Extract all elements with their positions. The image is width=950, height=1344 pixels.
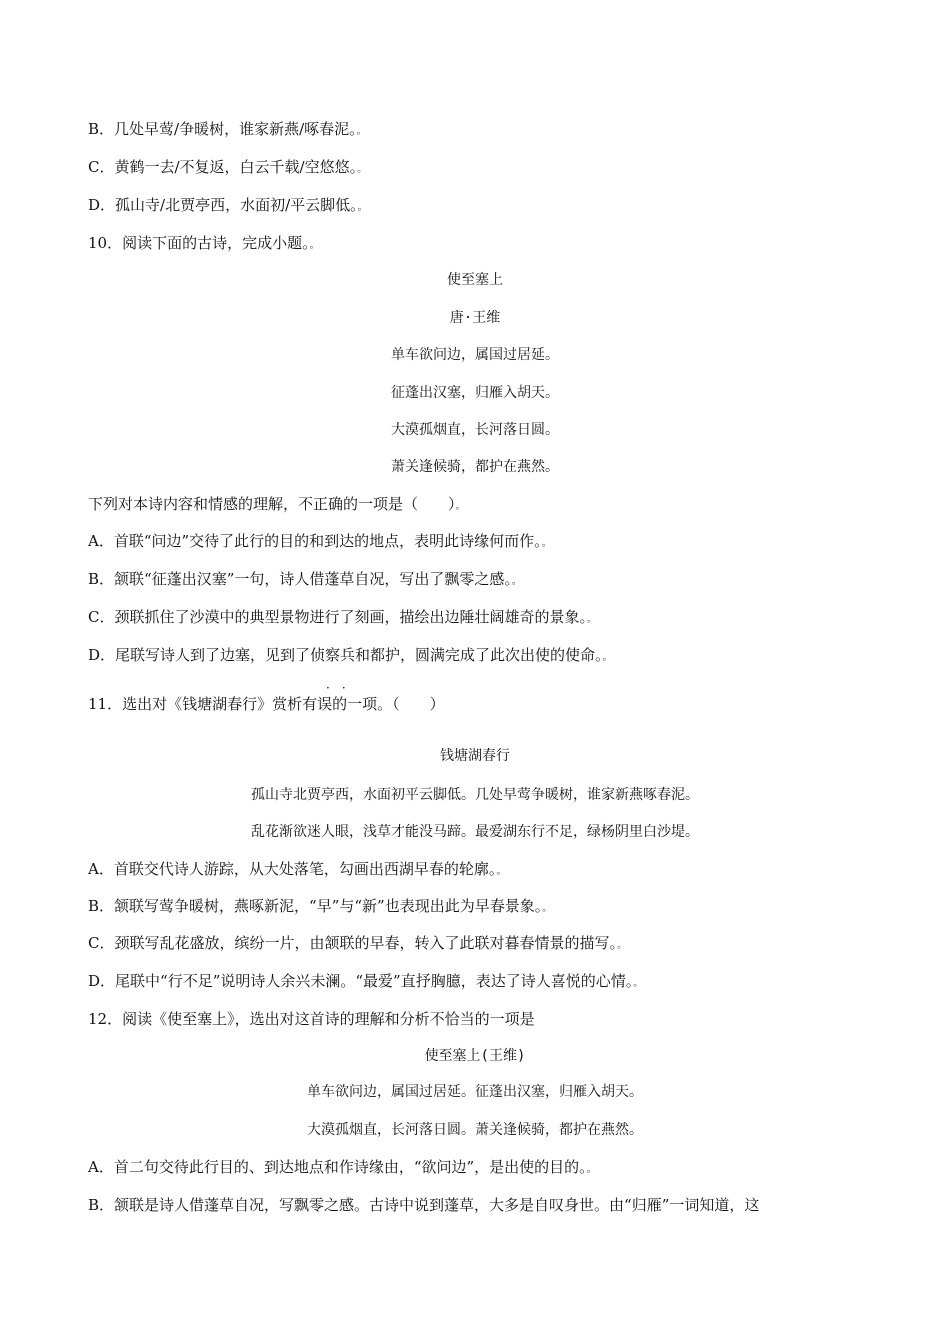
- q9-option-b: B．几处早莺/争暖树，谁家新燕/啄春泥。。: [88, 120, 367, 138]
- q11-stem: 11．选出对《钱塘湖春行》赏析有误的一项。（ ）: [88, 695, 445, 713]
- emphasis-dots: ··: [326, 681, 358, 695]
- q9-option-d: D．孤山寺/北贾亭西，水面初/平云脚低。。: [88, 196, 368, 214]
- q10-option-b: B．颔联“征蓬出汉塞”一句，诗人借蓬草自况，写出了飘零之感。。: [88, 570, 522, 588]
- q10-option-d: D．尾联写诗人到了边塞，见到了侦察兵和都护，圆满完成了此次出使的使命。。: [88, 646, 613, 664]
- q10-option-a: A．首联“问边”交待了此行的目的和到达的地点，表明此诗缘何而作。。: [88, 532, 552, 550]
- q10-stem: 10．阅读下面的古诗，完成小题。。: [88, 234, 320, 252]
- poem2-title: 钱塘湖春行: [440, 748, 510, 764]
- poem1-line-3: 大漠孤烟直，长河落日圆。: [391, 422, 559, 438]
- q12-option-b: B．颔联是诗人借蓬草自况，写飘零之感。古诗中说到蓬草，大多是自叹身世。由“归雁”一词知道，这: [88, 1196, 760, 1214]
- q11-option-a: A．首联交代诗人游踪，从大处落笔，勾画出西湖早春的轮廓。。: [88, 860, 507, 878]
- poem2-line-2: 乱花渐欲迷人眼，浅草才能没马蹄。最爱湖东行不足，绿杨阴里白沙堤。: [251, 824, 699, 840]
- poem2-line-1: 孤山寺北贾亭西，水面初平云脚低。几处早莺争暖树，谁家新燕啄春泥。: [251, 787, 699, 803]
- q11-option-c: C．颈联写乱花盛放，缤纷一片，由颔联的早春，转入了此联对暮春情景的描写。。: [88, 934, 627, 952]
- poem3-line-2: 大漠孤烟直，长河落日圆。萧关逢候骑，都护在燕然。: [307, 1122, 643, 1138]
- q10-option-c: C．颈联抓住了沙漠中的典型景物进行了刻画，描绘出边陲壮阔雄奇的景象。。: [88, 608, 597, 626]
- poem1-title: 使至塞上: [447, 272, 503, 288]
- poem1-line-4: 萧关逢候骑，都护在燕然。: [391, 459, 559, 475]
- poem1-line-2: 征蓬出汉塞，归雁入胡天。: [391, 385, 559, 401]
- poem3-title: 使至塞上(王维): [424, 1048, 526, 1064]
- q12-stem: 12．阅读《使至塞上》，选出对这首诗的理解和分析不恰当的一项是: [88, 1010, 535, 1028]
- poem1-line-1: 单车欲问边，属国过居延。: [391, 347, 559, 363]
- q12-option-a: A．首二句交待此行目的、到达地点和作诗缘由，“欲问边”，是出使的目的。。: [88, 1158, 597, 1176]
- poem1-author: 唐·王维: [449, 310, 501, 326]
- q9-option-c: C．黄鹤一去/不复返，白云千载/空悠悠。。: [88, 158, 368, 176]
- poem3-line-1: 单车欲问边，属国过居延。征蓬出汉塞，归雁入胡天。: [307, 1084, 643, 1100]
- q10-question: 下列对本诗内容和情感的理解，不正确的一项是（ ）。: [88, 495, 466, 513]
- q11-option-b: B．颔联写莺争暖树，燕啄新泥，“早”与“新”也表现出此为早春景象。。: [88, 897, 553, 915]
- q11-option-d: D．尾联中“行不足”说明诗人余兴未澜。“最爱”直抒胸臆，表达了诗人喜悦的心情。。: [88, 972, 644, 990]
